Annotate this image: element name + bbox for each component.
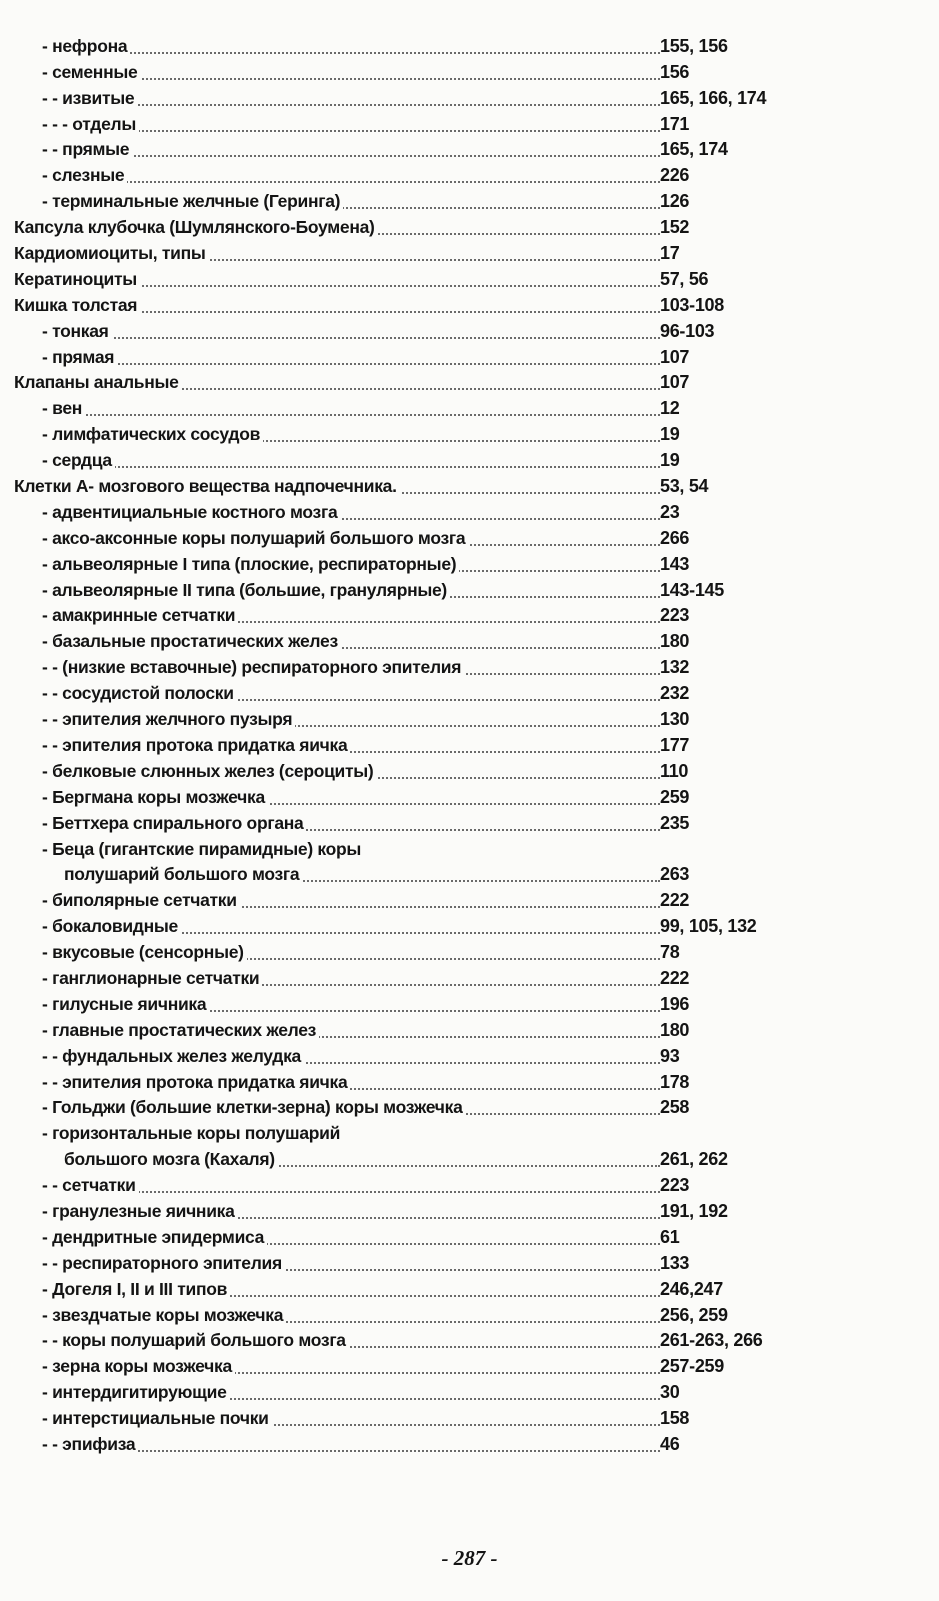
index-term: - горизонтальные коры полушарий	[42, 1123, 343, 1144]
index-page-refs: 246,247	[660, 1278, 723, 1299]
index-entry	[14, 628, 814, 654]
index-term: - Догеля I, II и III типов	[42, 1279, 230, 1300]
index-page-refs: 107	[660, 372, 690, 393]
index-term: - биполярные сетчатки	[42, 890, 240, 911]
index-page-refs: 19	[660, 424, 680, 445]
index-entry	[14, 1172, 814, 1198]
index-page-refs: 266	[660, 527, 690, 548]
index-term: - - эпифиза	[42, 1434, 138, 1455]
index-entry	[14, 188, 814, 214]
index-page-refs: 226	[660, 165, 690, 186]
index-page-refs: 256, 259	[660, 1304, 728, 1325]
index-page-refs: 12	[660, 398, 680, 419]
index-page-refs: 17	[660, 243, 680, 264]
index-entry	[14, 706, 814, 732]
index-term: - Беца (гигантские пирамидные) коры	[42, 839, 364, 860]
index-term: Клапаны анальные	[14, 372, 182, 393]
index-page-refs: 152	[660, 217, 690, 238]
index-page-refs: 196	[660, 993, 690, 1014]
index-page-refs: 232	[660, 683, 690, 704]
index-term: - - эпителия протока придатка яичка	[42, 1072, 350, 1093]
index-term: - интерстициальные почки	[42, 1408, 272, 1429]
index-term: - - эпителия желчного пузыря	[42, 709, 295, 730]
index-term: - гилусные яичника	[42, 994, 209, 1015]
index-page-refs: 46	[660, 1433, 680, 1454]
dot-leader	[42, 337, 660, 339]
index-page-refs: 23	[660, 501, 680, 522]
index-term: - звездчатые коры мозжечка	[42, 1305, 286, 1326]
dot-leader	[42, 155, 660, 157]
index-term: - альвеолярные II типа (большие, гранулярные)	[42, 580, 450, 601]
index-entry	[14, 1431, 814, 1457]
index-page-refs: 222	[660, 890, 690, 911]
index-page-refs: 103-108	[660, 294, 724, 315]
index-entry	[14, 499, 814, 525]
index-page-refs: 180	[660, 1019, 690, 1040]
index-page-refs: 155, 156	[660, 35, 728, 56]
index-entry	[14, 111, 814, 137]
index-entry	[14, 784, 814, 810]
index-page-refs: 235	[660, 812, 690, 833]
index-term: - Бергмана коры мозжечка	[42, 787, 268, 808]
index-page-refs: 78	[660, 942, 680, 963]
index-page-refs: 263	[660, 864, 690, 885]
index-term: - белковые слюнных желез (сероциты)	[42, 761, 376, 782]
index-page-refs: 222	[660, 967, 690, 988]
index-entry	[14, 551, 814, 577]
index-term: - - - отделы	[42, 114, 139, 135]
index-entry	[14, 266, 814, 292]
index-entry	[14, 395, 814, 421]
index-entry	[14, 965, 814, 991]
index-entry	[14, 1302, 814, 1328]
index-page-refs: 19	[660, 450, 680, 471]
index-term: Кишка толстая	[14, 295, 140, 316]
index-term: - нефрона	[42, 36, 130, 57]
index-term: - слезные	[42, 165, 127, 186]
dot-leader	[42, 52, 660, 54]
index-entry	[14, 1146, 814, 1172]
index-page-refs: 57, 56	[660, 268, 709, 289]
index-term: - адвентициальные костного мозга	[42, 502, 340, 523]
index-entry	[14, 836, 814, 862]
index-page-refs: 143-145	[660, 579, 724, 600]
index-page-refs: 223	[660, 1175, 690, 1196]
index-page-refs: 178	[660, 1071, 690, 1092]
index-term: - главные простатических желез	[42, 1020, 319, 1041]
index-term: - альвеолярные I типа (плоские, респираторные)	[42, 554, 459, 575]
page-number: - 287 -	[441, 1546, 498, 1570]
index-page-refs: 99, 105, 132	[660, 916, 757, 937]
dot-leader	[42, 363, 660, 365]
index-entry	[14, 1120, 814, 1146]
index-term: - зерна коры мозжечка	[42, 1356, 235, 1377]
index-entry	[14, 758, 814, 784]
index-entry	[14, 939, 814, 965]
index-page-refs: 30	[660, 1382, 680, 1403]
index-term: Кератиноциты	[14, 269, 140, 290]
index-term: - лимфатических сосудов	[42, 424, 263, 445]
index-entry	[14, 318, 814, 344]
index-term: большого мозга (Кахаля)	[64, 1149, 278, 1170]
index-entry	[14, 1069, 814, 1095]
index-entry	[14, 33, 814, 59]
index-page-refs: 110	[660, 760, 689, 781]
index-entry	[14, 447, 814, 473]
index-entry	[14, 1405, 814, 1431]
index-entry	[14, 1043, 814, 1069]
index-term: - ганглионарные сетчатки	[42, 968, 262, 989]
index-entry	[14, 1095, 814, 1121]
index-entry	[14, 1224, 814, 1250]
index-term: - гранулезные яичника	[42, 1201, 238, 1222]
index-entry	[14, 1379, 814, 1405]
index-entry	[14, 1198, 814, 1224]
index-term: - вен	[42, 398, 85, 419]
index-page-refs: 158	[660, 1408, 690, 1429]
index-term: - бокаловидные	[42, 916, 181, 937]
index-page-refs: 53, 54	[660, 476, 709, 497]
index-entry	[14, 603, 814, 629]
index-entry	[14, 421, 814, 447]
index-term: Кардиомиоциты, типы	[14, 243, 209, 264]
index-term: - - (низкие вставочные) респираторного эпителия	[42, 657, 464, 678]
index-page-refs: 126	[660, 191, 690, 212]
index-term: - - сосудистой полоски	[42, 683, 237, 704]
index-entry	[14, 991, 814, 1017]
index-term: - дендритные эпидермиса	[42, 1227, 267, 1248]
index-page-refs: 96-103	[660, 320, 715, 341]
index-page-refs: 171	[660, 113, 690, 134]
index-term: - - извитые	[42, 88, 137, 109]
index-entry	[14, 1250, 814, 1276]
index-page-refs: 61	[660, 1226, 680, 1247]
index-page-refs: 107	[660, 346, 690, 367]
index-entry	[14, 1017, 814, 1043]
index-page-refs: 165, 166, 174	[660, 87, 767, 108]
index-term: - интердигитирующие	[42, 1382, 230, 1403]
index-page-refs: 180	[660, 631, 690, 652]
index-entry	[14, 473, 814, 499]
dot-leader	[42, 414, 660, 416]
subject-index-list	[14, 33, 814, 1457]
index-term: полушарий большого мозга	[64, 864, 302, 885]
index-term: - вкусовые (сенсорные)	[42, 942, 247, 963]
index-entry	[14, 59, 814, 85]
index-page-refs: 177	[660, 734, 690, 755]
index-entry	[14, 680, 814, 706]
index-page-refs: 257-259	[660, 1356, 724, 1377]
index-page-refs: 259	[660, 786, 690, 807]
index-page-refs: 261-263, 266	[660, 1330, 763, 1351]
index-entry	[14, 732, 814, 758]
index-term: - сердца	[42, 450, 115, 471]
index-term: - - сетчатки	[42, 1175, 139, 1196]
index-term: - Гольджи (большие клетки-зерна) коры мозжечка	[42, 1097, 466, 1118]
index-entry	[14, 577, 814, 603]
index-entry	[14, 654, 814, 680]
dot-leader	[42, 466, 660, 468]
index-page-refs: 130	[660, 709, 690, 730]
index-entry	[14, 887, 814, 913]
index-page-refs: 143	[660, 553, 690, 574]
index-entry	[14, 162, 814, 188]
index-page-refs: 93	[660, 1045, 680, 1066]
index-term: - - фундальных желез желудка	[42, 1046, 304, 1067]
index-entry	[14, 137, 814, 163]
index-term: - амакринные сетчатки	[42, 605, 238, 626]
index-term: - аксо-аксонные коры полушарий большого мозга	[42, 528, 468, 549]
index-entry	[14, 1276, 814, 1302]
index-entry	[14, 214, 814, 240]
index-entry	[14, 370, 814, 396]
index-term: - - респираторного эпителия	[42, 1253, 285, 1274]
index-entry	[14, 292, 814, 318]
index-page-refs: 261, 262	[660, 1149, 728, 1170]
index-term: - - прямые	[42, 139, 132, 160]
index-term: Капсула клубочка (Шумлянского-Боумена)	[14, 217, 378, 238]
index-page-refs: 191, 192	[660, 1200, 728, 1221]
index-entry	[14, 810, 814, 836]
index-entry	[14, 525, 814, 551]
index-term: - Беттхера спирального органа	[42, 813, 306, 834]
index-entry	[14, 344, 814, 370]
index-page-refs: 156	[660, 61, 690, 82]
index-term: - прямая	[42, 347, 117, 368]
index-entry	[14, 1328, 814, 1354]
index-term: - базальные простатических желез	[42, 631, 341, 652]
index-entry	[14, 862, 814, 888]
index-page-refs: 133	[660, 1252, 690, 1273]
index-entry	[14, 1353, 814, 1379]
index-page-refs: 165, 174	[660, 139, 728, 160]
index-page-refs: 258	[660, 1097, 690, 1118]
index-term: - терминальные желчные (Геринга)	[42, 191, 343, 212]
index-entry	[14, 85, 814, 111]
index-term: - - коры полушарий большого мозга	[42, 1330, 349, 1351]
index-term: - - эпителия протока придатка яичка	[42, 735, 350, 756]
index-page-refs: 132	[660, 657, 690, 678]
index-entry	[14, 240, 814, 266]
index-term: - семенные	[42, 62, 140, 83]
index-term: Клетки А- мозгового вещества надпочечника.	[14, 476, 400, 497]
index-term: - тонкая	[42, 321, 112, 342]
index-entry	[14, 913, 814, 939]
dot-leader	[42, 181, 660, 183]
index-page-refs: 223	[660, 605, 690, 626]
